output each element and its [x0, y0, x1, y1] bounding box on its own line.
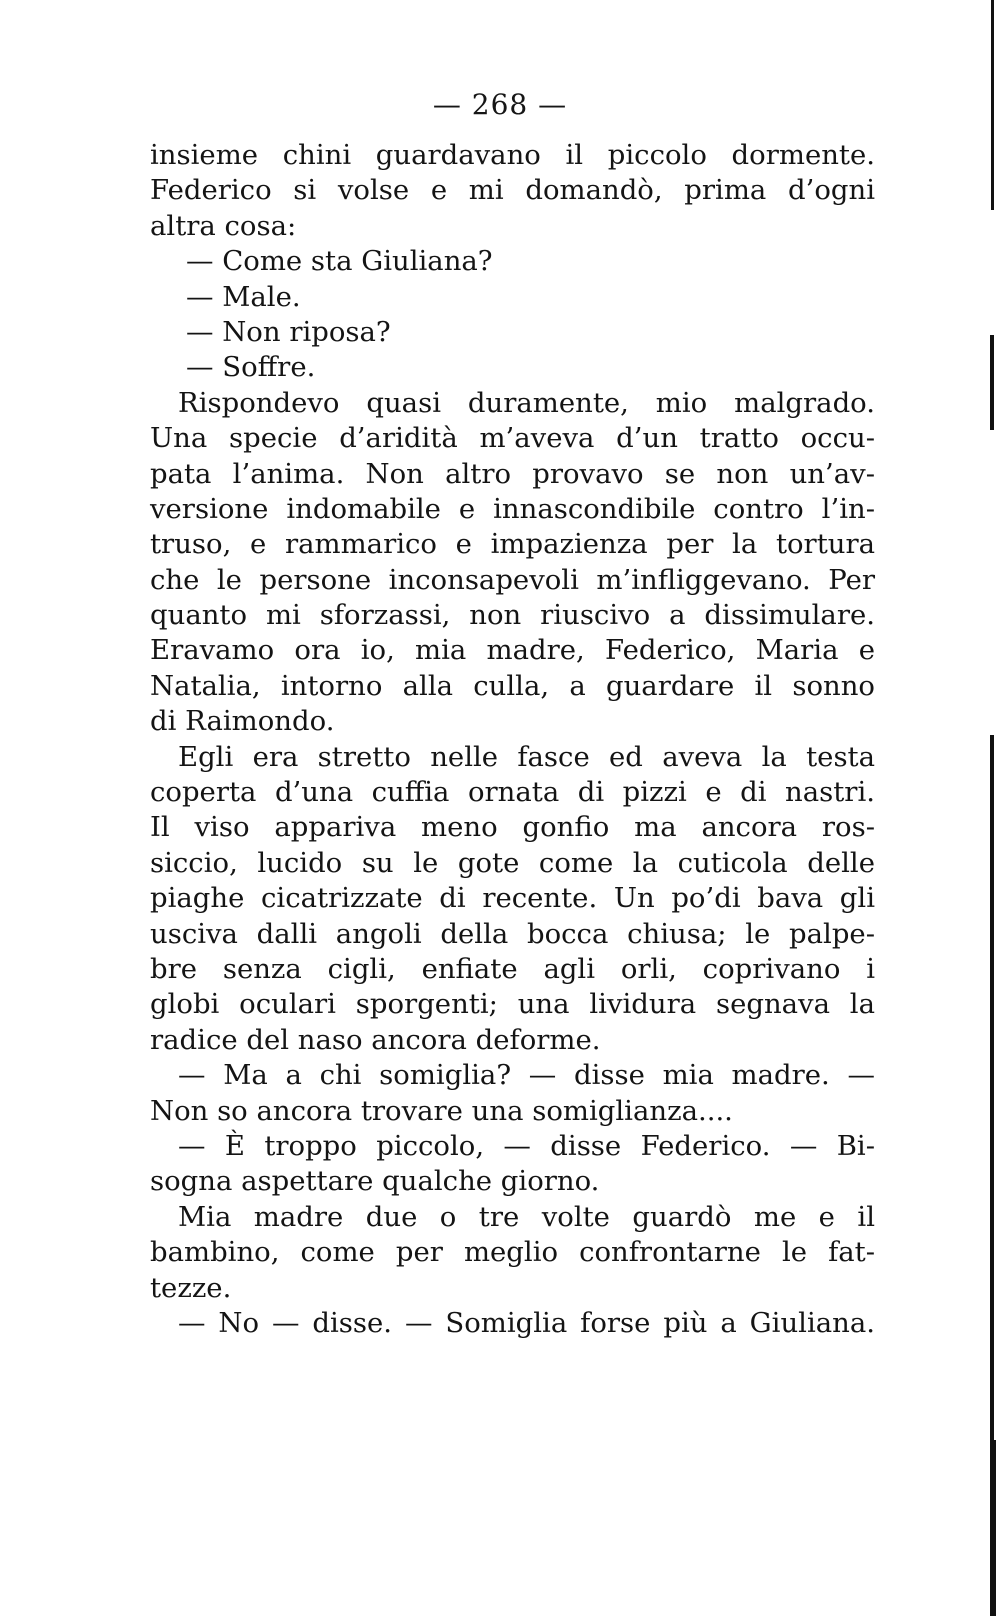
text-line: — Non riposa?: [186, 315, 391, 348]
text-line: — Male.: [186, 280, 301, 313]
text-line: pata l’anima. Non altro provavo se non un’av-: [150, 457, 875, 490]
text-line: truso, e rammarico e impazienza per la tortura: [150, 528, 875, 561]
text-line: — Ma a chi somiglia? — disse mia madre. —: [178, 1059, 875, 1092]
text-line: Federico si volse e mi domandò, prima d’ogni: [150, 174, 875, 207]
page-number: — 268 —: [432, 88, 568, 121]
text-line: siccio, lucido su le gote come la cuticola delle: [150, 846, 875, 879]
text-line: — È troppo piccolo, — disse Federico. — Bi-: [178, 1129, 875, 1162]
text-line: — Soffre.: [186, 351, 316, 384]
text-line: tezze.: [150, 1271, 232, 1304]
text-line: bambino, come per meglio confrontarne le fat-: [150, 1236, 875, 1269]
page-edge-mark: [990, 1440, 996, 1616]
text-line: coperta d’una cuffia ornata di pizzi e di nastri.: [150, 776, 875, 809]
text-line: Rispondevo quasi duramente, mio malgrado.: [178, 386, 875, 419]
text-line: sogna aspettare qualche giorno.: [150, 1165, 600, 1198]
text-line: usciva dalli angoli della bocca chiusa; le palpe-: [150, 917, 875, 950]
text-line: Il viso appariva meno gonfio ma ancora ros-: [150, 811, 875, 844]
text-line: Mia madre due o tre volte guardò me e il: [178, 1200, 875, 1233]
text-line: — No — disse. — Somiglia forse più a Giuliana.: [178, 1306, 875, 1339]
text-line: Natalia, intorno alla culla, a guardare il sonno: [150, 669, 875, 702]
text-line: di Raimondo.: [150, 705, 335, 738]
text-line: globi oculari sporgenti; una lividura segnava la: [150, 988, 875, 1021]
text-line: Eravamo ora io, mia madre, Federico, Maria e: [150, 634, 875, 667]
text-line: insieme chini guardavano il piccolo dormente.: [150, 139, 875, 171]
text-line: radice del naso ancora deforme.: [150, 1023, 601, 1056]
text-line: Egli era stretto nelle fasce ed aveva la testa: [178, 740, 875, 773]
body-text: [150, 138, 875, 1341]
text-line: — Come sta Giuliana?: [186, 245, 493, 278]
text-line: quanto mi sforzassi, non riuscivo a dissimulare.: [150, 599, 875, 632]
text-line: Non so ancora trovare una somiglianza....: [150, 1094, 733, 1127]
text-line: Una specie d’aridità m’aveva d’un tratto occu-: [150, 422, 875, 455]
text-line: versione indomabile e innascondibile contro l’in-: [150, 492, 875, 525]
text-line: altra cosa:: [150, 209, 297, 242]
text-line: piaghe cicatrizzate di recente. Un po’di bava gli: [150, 882, 875, 915]
page-edge-mark: [990, 335, 994, 430]
text-line: che le persone inconsapevoli m’infliggevano. Per: [150, 563, 875, 596]
text-line: bre senza cigli, enfiate agli orli, coprivano i: [150, 952, 875, 985]
